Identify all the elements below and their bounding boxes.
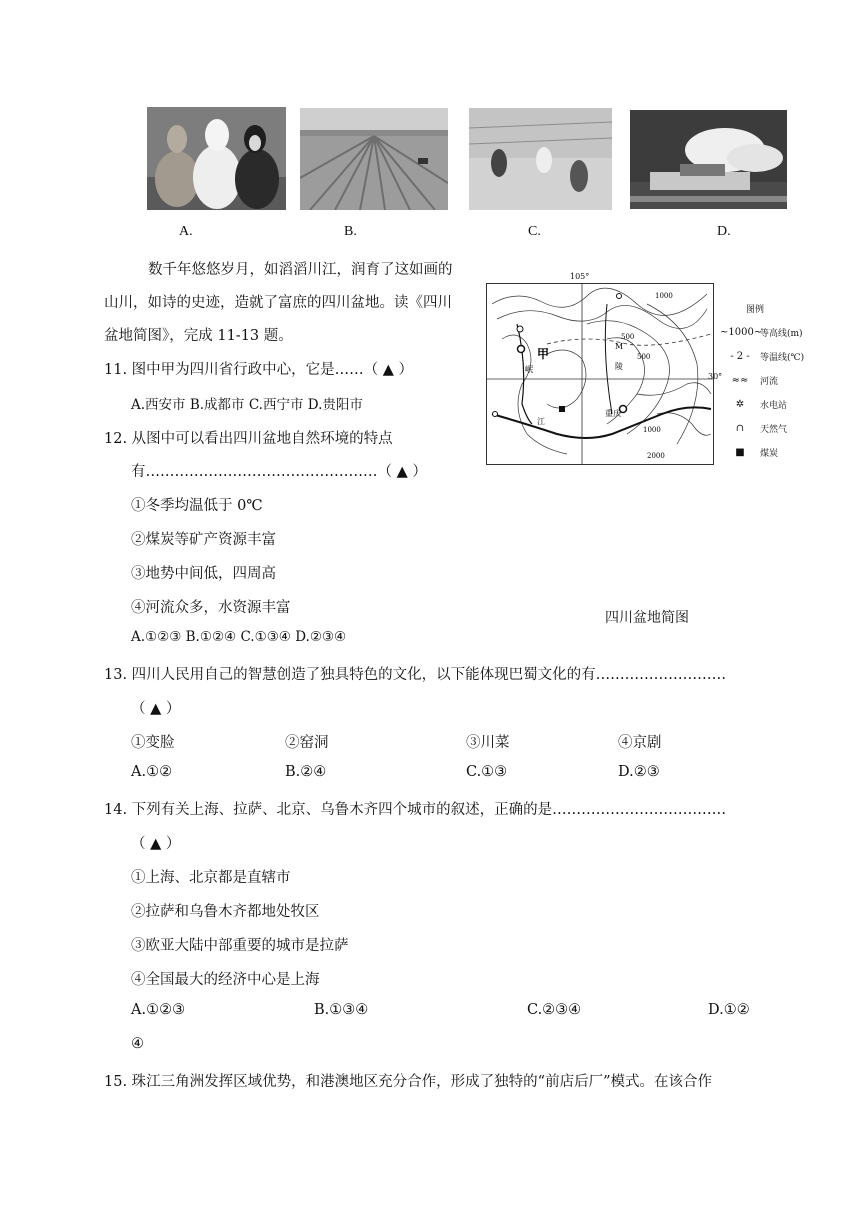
option-label-c: C. <box>528 224 541 239</box>
q14-answer: （ ▲ ） <box>131 836 181 852</box>
q12-stem-cont: 有…………………………………………（ ▲ ） <box>131 464 427 480</box>
legend-item-contour: ~1000~ 等高线(m) <box>720 326 803 339</box>
q14-item-4: ④全国最大的经济中心是上海 <box>131 972 320 988</box>
q14-item-1: ①上海、北京都是直辖市 <box>131 870 291 886</box>
river-icon: ≈≈ <box>731 374 749 386</box>
map-label-contour-1000: 1000 <box>655 292 673 300</box>
legend-item-river: ≈≈ 河流 <box>720 368 830 392</box>
q12-options: A.①②③ B.①②④ C.①③④ D.②③④ <box>131 629 347 645</box>
q13-answer: （ ▲ ） <box>131 701 181 717</box>
map-label-jiang: 江 <box>537 417 545 426</box>
contour-line-icon: ~1000~ <box>720 326 763 338</box>
option-label-a: A. <box>179 224 193 239</box>
intro-line-2: 山川，如诗的史迹，造就了富庶的四川盆地。读《四川 <box>104 295 452 311</box>
q14-item-3: ③欧亚大陆中部重要的城市是拉萨 <box>131 938 349 954</box>
map-latitude-label: 30° <box>708 372 723 381</box>
legend-item-isotherm: - 2 - 等温线(℃) <box>720 344 830 368</box>
q13-item-1: ①变脸 <box>131 735 175 751</box>
q13-option-a: A.①② <box>131 764 173 780</box>
q13-item-3: ③川菜 <box>466 735 510 751</box>
map-longitude-label: 105° <box>570 272 590 281</box>
q14-option-a: A.①②③ <box>131 1002 186 1018</box>
legend-item-hydropower: ✲ 水电站 <box>720 392 830 416</box>
q14-stem: 14. 下列有关上海、拉萨、北京、乌鲁木齐四个城市的叙述，正确的是……………………………… <box>104 802 727 818</box>
map-legend <box>720 296 830 464</box>
q12-item-3: ③地势中间低，四周高 <box>131 566 276 582</box>
q14-option-c: C.②③④ <box>527 1002 582 1018</box>
intro-line-3: 盆地简图》，完成 11-13 题。 <box>104 328 293 344</box>
legend-item-natural-gas: ∩ 天然气 <box>720 416 830 440</box>
sichuan-basin-map <box>486 283 714 465</box>
q12-item-4: ④河流众多，水资源丰富 <box>131 600 291 616</box>
coal-icon: ■ <box>735 446 745 458</box>
q14-option-b: B.①③④ <box>314 1002 369 1018</box>
q11-stem: 11. 图中甲为四川省行政中心，它是……（ ▲ ） <box>104 362 414 378</box>
option-label-d: D. <box>717 224 731 239</box>
map-label-contour-500: 500 <box>621 333 635 341</box>
photo-plowed-field <box>300 108 448 210</box>
photo-alpacas <box>147 107 286 210</box>
map-label-contour-1000b: 1000 <box>643 426 661 434</box>
map-label-m: M <box>615 342 624 351</box>
map-label-contour-2000: 2000 <box>647 452 665 460</box>
map-label-ling: 陵 <box>615 362 623 371</box>
isotherm-line-icon: - 2 - <box>730 350 750 362</box>
q13-item-2: ②窑洞 <box>285 735 329 751</box>
photo-potala-palace <box>630 110 787 209</box>
q13-option-d: D.②③ <box>618 764 660 780</box>
q14-option-d-wrap: ④ <box>131 1036 144 1052</box>
q13-option-b: B.②④ <box>285 764 327 780</box>
q12-stem: 12. 从图中可以看出四川盆地自然环境的特点 <box>104 431 393 447</box>
q12-item-2: ②煤炭等矿产资源丰富 <box>131 532 276 548</box>
q13-stem: 13. 四川人民用自己的智慧创造了独具特色的文化，以下能体现巴蜀文化的有……………………… <box>104 667 727 683</box>
natural-gas-icon: ∩ <box>735 422 745 434</box>
q15-stem: 15. 珠江三角洲发挥区域优势，和港澳地区充分合作，形成了独特的“前店后厂”模式。在该合作 <box>104 1074 712 1090</box>
photo-rice-planting <box>469 108 612 210</box>
q13-item-4: ④京剧 <box>618 735 662 751</box>
legend-title: 图例 <box>745 304 764 315</box>
q13-option-c: C.①③ <box>466 764 508 780</box>
map-label-min: 岷 <box>525 365 533 374</box>
option-label-b: B. <box>344 224 357 239</box>
q14-item-2: ②拉萨和乌鲁木齐都地处牧区 <box>131 904 320 920</box>
map-label-jia: 甲 <box>537 347 550 361</box>
legend-item-coal: ■ 煤炭 <box>720 440 830 464</box>
map-caption: 四川盆地简图 <box>605 610 689 626</box>
hydropower-icon: ✲ <box>735 398 745 410</box>
map-label-chongqing: 重庆 <box>605 409 621 418</box>
q11-options: A.西安市 B.成都市 C.西宁市 D.贵阳市 <box>131 397 363 413</box>
intro-line-1: 数千年悠悠岁月，如滔滔川江，润育了这如画的 <box>148 262 453 278</box>
map-label-contour-500b: 500 <box>637 353 651 361</box>
q12-item-1: ①冬季均温低于 0℃ <box>131 498 263 514</box>
q14-option-d: D.①② <box>708 1002 750 1018</box>
